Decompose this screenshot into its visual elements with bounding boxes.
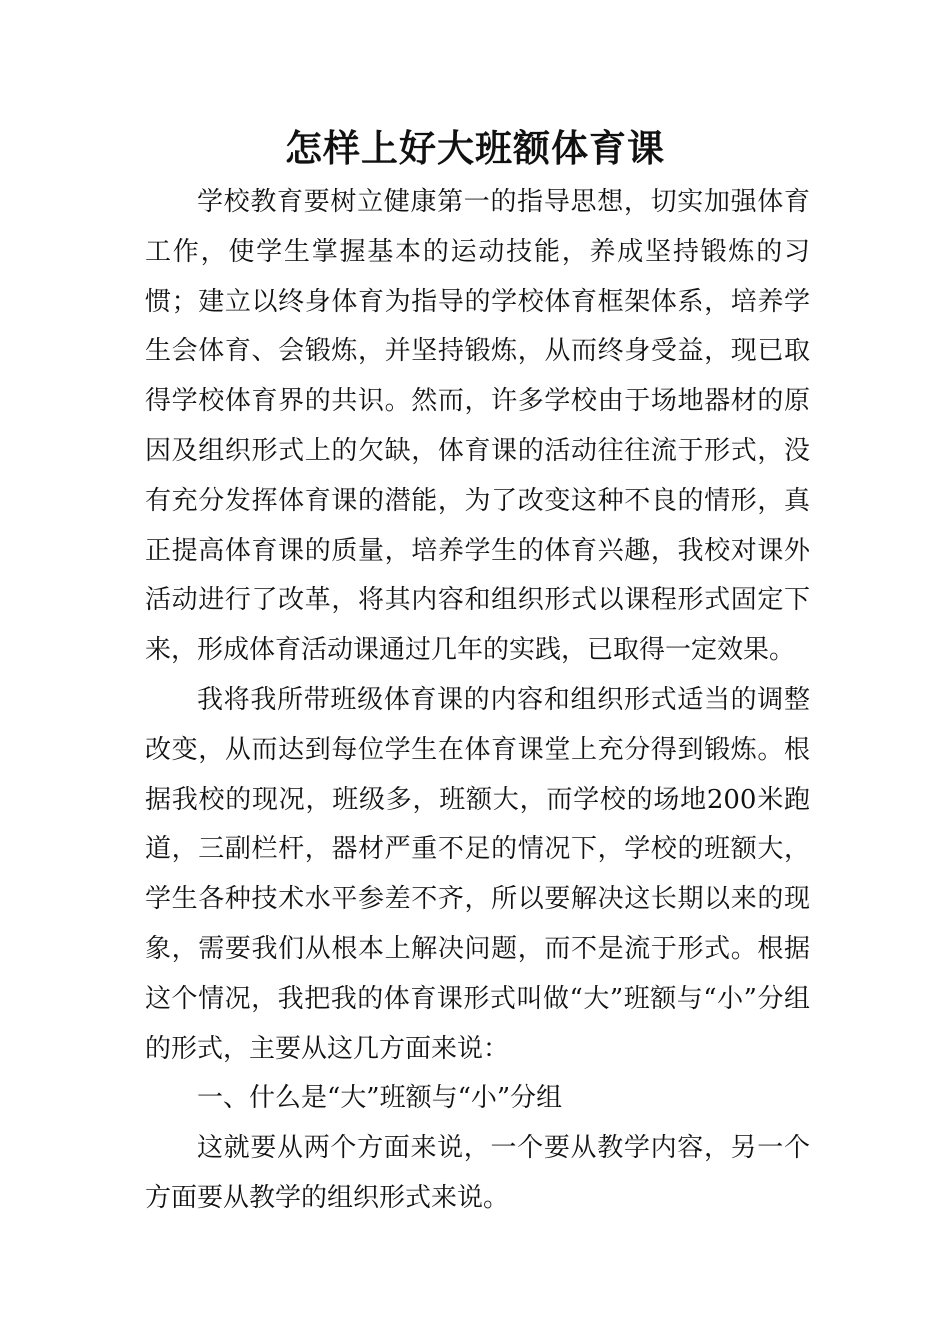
document-title: 怎样上好大班额体育课 [285,126,665,170]
section-heading-1: 一、什么是“大”班额与“小”分组 [197,1083,563,1114]
paragraph-adjustment: 我将我所带班级体育课的内容和组织形式适当的调整改变，从而达到每位学生在体育课堂上充分得到锻炼。根据我校的现况，班级多，班额大，而学校的场地200米跑道，三副栏杆，器材严重不足的情况下，学校的班额大，学生各种技术水平参差不齐，所以要解决这长期以来的现象，需要我们从根本上解决问题，而不是流于形式。根据这个情况，我把我的体育课形式叫做“大”班额与“小”分组的形式，主要从这几方面来说： [145,684,810,1064]
paragraph-intro: 学校教育要树立健康第一的指导思想，切实加强体育工作，使学生掌握基本的运动技能，养成坚持锻炼的习惯；建立以终身体育为指导的学校体育框架体系，培养学生会体育、会锻炼，并坚持锻炼，从而终身受益，现已取得学校体育界的共识。然而，许多学校由于场地器材的原因及组织形式上的欠缺，体育课的活动往往流于形式，没有充分发挥体育课的潜能，为了改变这种不良的情形，真正提高体育课的质量，培养学生的体育兴趣，我校对课外活动进行了改革，将其内容和组织形式以课程形式固定下来，形成体育活动课通过几年的实践，已取得一定效果。 [145,187,810,666]
paragraph-section-1: 这就要从两个方面来说，一个要从教学内容，另一个方面要从教学的组织形式来说。 [145,1133,810,1213]
document-body [145,178,810,1224]
